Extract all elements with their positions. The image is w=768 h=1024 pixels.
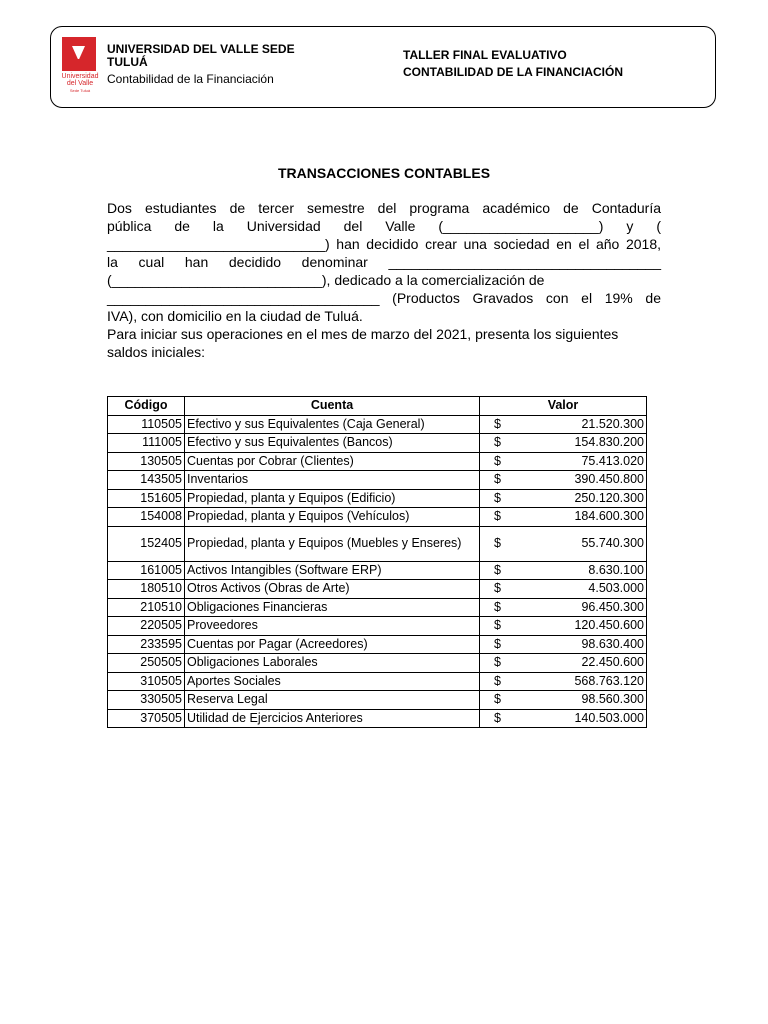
table-row [108,617,647,636]
row-cuenta: Aportes Sociales [185,672,480,691]
university-logo [60,37,98,99]
row-cuenta: Inventarios [185,471,480,490]
row-codigo: 250505 [108,654,185,673]
row-cuenta: Obligaciones Financieras [185,598,480,617]
initial-balances-table [107,396,647,728]
row-codigo: 370505 [108,709,185,728]
row-currency: $ [480,635,537,654]
table-row [108,635,647,654]
table-row [108,672,647,691]
row-valor: 22.450.600 [536,654,647,673]
row-codigo: 152405 [108,526,185,561]
row-currency: $ [480,452,537,471]
logo-sub: Sede Tuluá [69,88,91,93]
row-currency: $ [480,508,537,527]
table-row [108,561,647,580]
logo-text: Universidad del Valle [61,73,99,87]
row-codigo: 233595 [108,635,185,654]
row-currency: $ [480,617,537,636]
header-cuenta: Cuenta [185,397,480,416]
row-currency: $ [480,561,537,580]
paragraph-line: ___________________________________ (Productos Gravados con el 19% de [107,290,661,306]
document-title-line-2: CONTABILIDAD DE LA FINANCIACIÓN [403,65,623,79]
row-cuenta: Proveedores [185,617,480,636]
row-currency: $ [480,526,537,561]
row-valor: 96.450.300 [536,598,647,617]
row-currency: $ [480,672,537,691]
paragraph-line: (___________________________), dedicado a la comercialización de [107,272,545,288]
paragraph-line: ____________________________) han decidido crear una sociedad en el año 2018, [107,236,661,252]
row-codigo: 180510 [108,580,185,599]
row-valor: 8.630.100 [536,561,647,580]
document-title-line-1: TALLER FINAL EVALUATIVO [403,48,567,62]
row-cuenta: Otros Activos (Obras de Arte) [185,580,480,599]
row-valor: 568.763.120 [536,672,647,691]
table-row [108,508,647,527]
logo-mark [62,37,96,71]
row-codigo: 330505 [108,691,185,710]
row-cuenta: Propiedad, planta y Equipos (Muebles y Enseres) [185,526,480,561]
row-cuenta: Obligaciones Laborales [185,654,480,673]
row-codigo: 111005 [108,434,185,453]
paragraph-line: la cual han decidido denominar ___________________________________ [107,254,661,270]
university-name: UNIVERSIDAD DEL VALLE SEDE TULUÁ [107,42,295,69]
table-row [108,580,647,599]
paragraph-line: pública de la Universidad del Valle (____________________) y ( [107,218,661,234]
paragraph-line: Para iniciar sus operaciones en el mes de marzo del 2021, presenta los siguientes [107,326,619,342]
row-codigo: 130505 [108,452,185,471]
row-cuenta: Cuentas por Cobrar (Clientes) [185,452,480,471]
row-cuenta: Propiedad, planta y Equipos (Edificio) [185,489,480,508]
row-codigo: 110505 [108,415,185,434]
row-codigo: 310505 [108,672,185,691]
table-row [108,452,647,471]
row-codigo: 151605 [108,489,185,508]
intro-paragraph [107,199,661,361]
row-cuenta: Propiedad, planta y Equipos (Vehículos) [185,508,480,527]
row-cuenta: Utilidad de Ejercicios Anteriores [185,709,480,728]
row-valor: 184.600.300 [536,508,647,527]
row-currency: $ [480,654,537,673]
header-codigo: Código [108,397,185,416]
row-currency: $ [480,434,537,453]
row-currency: $ [480,691,537,710]
paragraph-line: saldos iniciales: [107,344,206,360]
paragraph-line: Dos estudiantes de tercer semestre del programa académico de Contaduría [107,200,661,216]
row-currency: $ [480,580,537,599]
table-row [108,691,647,710]
table-row [108,489,647,508]
table-row [108,654,647,673]
row-valor: 154.830.200 [536,434,647,453]
row-codigo: 143505 [108,471,185,490]
row-codigo: 220505 [108,617,185,636]
row-codigo: 154008 [108,508,185,527]
header-box [50,26,716,108]
row-currency: $ [480,709,537,728]
table-row [108,415,647,434]
row-valor: 390.450.800 [536,471,647,490]
document-title [403,47,623,81]
row-valor: 98.560.300 [536,691,647,710]
table-row [108,471,647,490]
row-cuenta: Activos Intangibles (Software ERP) [185,561,480,580]
row-cuenta: Efectivo y sus Equivalentes (Caja General) [185,415,480,434]
header-valor: Valor [480,397,647,416]
table-row [108,709,647,728]
table-row [108,598,647,617]
table-row [108,526,647,561]
row-valor: 21.520.300 [536,415,647,434]
row-valor: 120.450.600 [536,617,647,636]
table-header-row [108,397,647,416]
row-valor: 140.503.000 [536,709,647,728]
row-valor: 4.503.000 [536,580,647,599]
page-title: TRANSACCIONES CONTABLES [277,165,491,181]
university-subtitle: Contabilidad de la Financiación [107,72,274,86]
row-currency: $ [480,489,537,508]
row-valor: 98.630.400 [536,635,647,654]
paragraph-line: IVA), con domicilio en la ciudad de Tuluá. [107,308,363,324]
row-valor: 55.740.300 [536,526,647,561]
row-valor: 250.120.300 [536,489,647,508]
table-row [108,434,647,453]
row-cuenta: Efectivo y sus Equivalentes (Bancos) [185,434,480,453]
row-valor: 75.413.020 [536,452,647,471]
row-cuenta: Cuentas por Pagar (Acreedores) [185,635,480,654]
row-codigo: 161005 [108,561,185,580]
row-currency: $ [480,598,537,617]
row-cuenta: Reserva Legal [185,691,480,710]
row-currency: $ [480,415,537,434]
row-currency: $ [480,471,537,490]
row-codigo: 210510 [108,598,185,617]
